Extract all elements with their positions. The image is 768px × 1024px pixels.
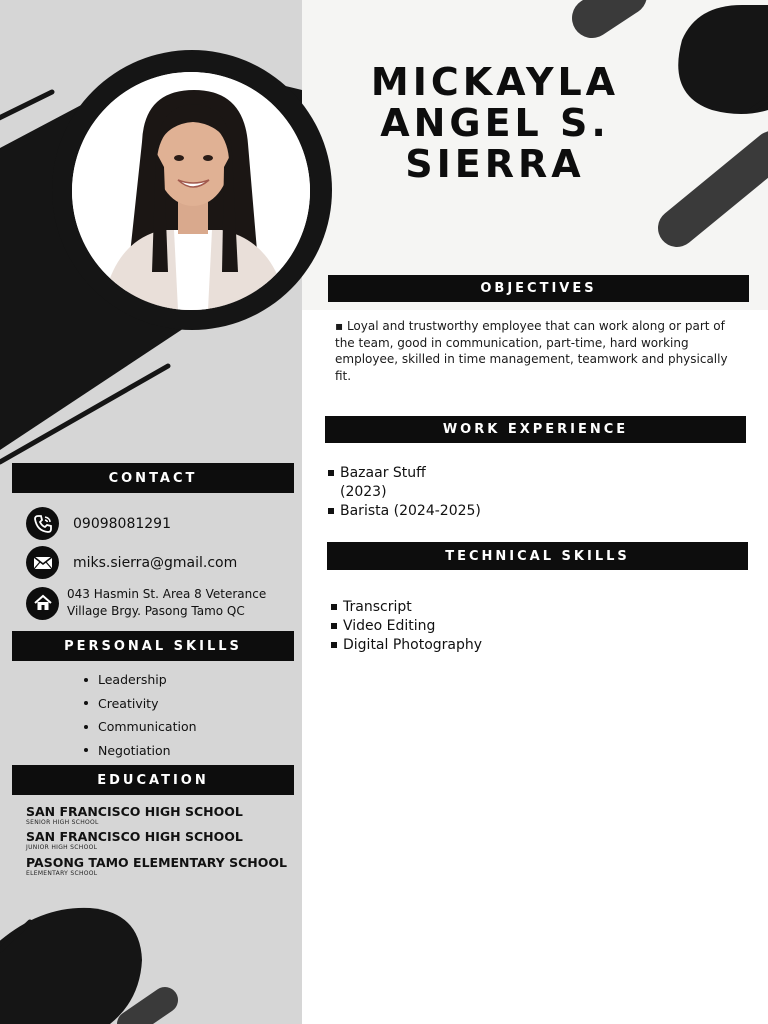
phone-icon <box>26 507 59 540</box>
personal-skills-list <box>84 668 197 762</box>
school-name: PASONG TAMO ELEMENTARY SCHOOL <box>26 855 287 870</box>
education-heading: EDUCATION <box>12 765 294 795</box>
home-address <box>67 586 266 621</box>
work-experience-list <box>328 464 481 520</box>
phone-number: 09098081291 <box>73 515 171 532</box>
name-line-2: ANGEL S. <box>380 101 610 146</box>
square-bullet-icon <box>331 623 337 629</box>
name-line-1: MICKAYLA <box>370 60 620 104</box>
technical-skill-label: Video Editing <box>343 617 436 634</box>
education-entry-junior-high <box>26 830 296 851</box>
address-line-2: Village Brgy. Pasong Tamo QC <box>67 604 245 619</box>
candidate-name <box>330 62 660 185</box>
list-item <box>331 598 482 617</box>
work-item-1-year: (2023) <box>340 483 387 500</box>
contact-heading: CONTACT <box>12 463 294 493</box>
list-item: Communication <box>84 715 197 739</box>
objectives-line-4: fit. <box>335 368 352 383</box>
name-line-3: SIERRA <box>405 142 585 187</box>
school-level: SENIOR HIGH SCHOOL <box>26 818 99 826</box>
list-item <box>328 502 481 521</box>
objectives-line-1: ▪ Loyal and trustworthy employee that can work along or part of <box>335 319 725 333</box>
contact-email-row <box>26 546 237 579</box>
profile-photo <box>72 72 310 310</box>
work-item-2: Barista (2024-2025) <box>340 502 481 519</box>
list-item <box>328 464 481 502</box>
square-bullet-icon <box>331 604 337 610</box>
address-line-1: 043 Hasmin St. Area 8 Veterance <box>67 587 267 601</box>
list-item <box>331 617 482 636</box>
square-bullet-icon <box>328 470 334 476</box>
technical-skills-heading: TECHNICAL SKILLS <box>327 542 748 570</box>
list-item: Negotiation <box>84 739 197 763</box>
school-level: ELEMENTARY SCHOOL <box>26 869 98 877</box>
school-name: SAN FRANCISCO HIGH SCHOOL <box>26 804 243 819</box>
objectives-line-3: employee, skilled in time management, teamwork and physically <box>335 352 728 367</box>
square-bullet-icon <box>328 508 334 514</box>
square-bullet-icon <box>331 642 337 648</box>
list-item: Creativity <box>84 692 197 716</box>
personal-skills-heading: PERSONAL SKILLS <box>12 631 294 661</box>
objectives-text <box>335 318 755 384</box>
contact-address-row <box>26 586 266 621</box>
education-entry-senior-high <box>26 805 296 826</box>
email-address: miks.sierra@gmail.com <box>73 554 238 571</box>
person-portrait-icon <box>72 72 310 310</box>
house-icon <box>26 587 59 620</box>
objectives-heading: OBJECTIVES <box>328 275 749 302</box>
envelope-icon <box>26 546 59 579</box>
technical-skills-list <box>331 598 482 654</box>
education-entry-elementary <box>26 856 296 877</box>
school-level: JUNIOR HIGH SCHOOL <box>26 843 98 851</box>
contact-phone-row <box>26 507 171 540</box>
objectives-line-2: the team, good in communication, part-time, hard working <box>335 335 689 350</box>
technical-skill-label: Transcript <box>343 599 412 615</box>
list-item: Leadership <box>84 668 197 692</box>
school-name: SAN FRANCISCO HIGH SCHOOL <box>26 829 243 844</box>
work-experience-heading: WORK EXPERIENCE <box>325 416 746 443</box>
list-item <box>331 636 482 655</box>
work-item-1-title: Bazaar Stuff <box>340 465 426 481</box>
technical-skill-label: Digital Photography <box>343 636 483 653</box>
